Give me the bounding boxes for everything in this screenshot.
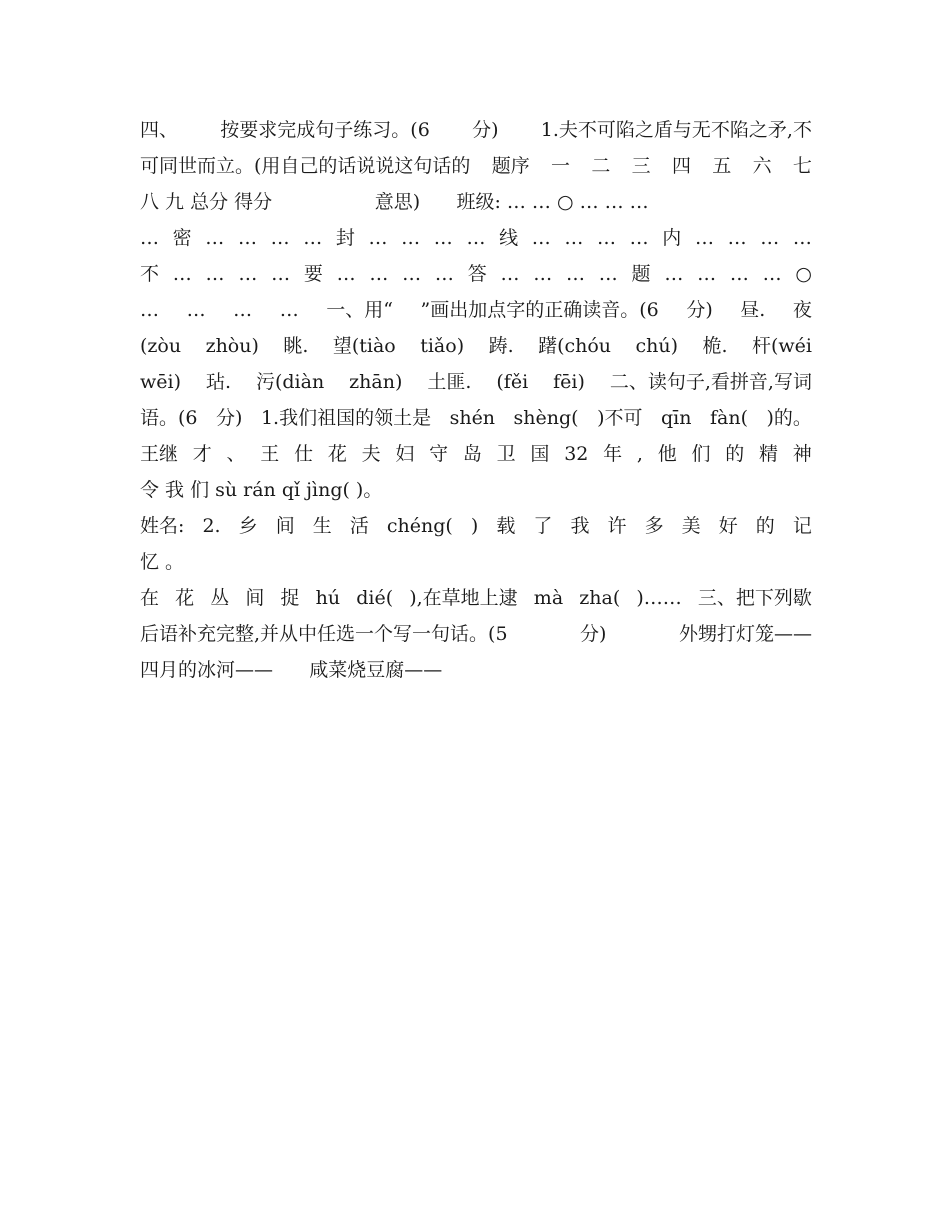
text-line (140, 436, 812, 472)
text-token: … (402, 263, 422, 285)
text-token: 载 (496, 515, 516, 537)
text-token: … (369, 263, 389, 285)
text-token: 分) (216, 407, 243, 429)
text-token: 们 (691, 443, 711, 465)
text-token: 分) (686, 299, 713, 321)
text-token: 三 (631, 155, 651, 177)
text-token: 、 (226, 443, 246, 465)
text-token: … (238, 263, 258, 285)
text-token: … (762, 263, 782, 285)
text-token: 外甥打灯笼—— (678, 623, 812, 645)
text-token: 土匪. (427, 371, 472, 393)
text-token: … (303, 227, 323, 249)
text-token: … (205, 227, 225, 249)
text-token: 望(tiào (332, 335, 396, 357)
text-token: 岛 (462, 443, 482, 465)
text-token: 32 (564, 443, 589, 465)
text-token: … (694, 227, 714, 249)
text-token: 污(diàn (255, 371, 325, 393)
text-token: … (279, 299, 299, 321)
text-token: 花 (327, 443, 347, 465)
text-token: 一 (551, 155, 571, 177)
text-token: 美 (681, 515, 701, 537)
text-token: 王 (260, 443, 280, 465)
text-token: 记 (792, 515, 812, 537)
text-token: hú (315, 587, 341, 609)
text-token: 三、把下列歇 (697, 587, 812, 609)
text-token: 四 (671, 155, 691, 177)
text-token: 仕 (294, 443, 314, 465)
text-token: 许 (607, 515, 627, 537)
text-token: … (664, 263, 684, 285)
text-token: … (237, 227, 257, 249)
text-token: chú) (635, 335, 679, 357)
text-token: … (401, 227, 421, 249)
text-token: 夜 (792, 299, 812, 321)
text-token: 后语补充完整,并从中任选一个写一句话。(5 (140, 623, 508, 645)
text-token: … (434, 263, 454, 285)
text-token: (zòu (140, 335, 182, 357)
text-token: … (564, 227, 584, 249)
text-token: … (172, 263, 192, 285)
text-token: 二 (591, 155, 611, 177)
text-token: 花 (175, 587, 195, 609)
text-token: tiǎo) (420, 335, 465, 357)
text-token: 间 (245, 587, 265, 609)
text-line: 四月的冰河—— 咸菜烧豆腐—— (140, 659, 443, 681)
text-token: 妇 (395, 443, 415, 465)
text-token: 内 (662, 227, 682, 249)
text-token: … (466, 227, 486, 249)
text-token: … (270, 227, 290, 249)
text-token: … (629, 227, 649, 249)
text-token: (fěi (496, 371, 529, 393)
text-token: 答 (467, 263, 487, 285)
text-token: 桅. (702, 335, 728, 357)
text-token: ) (470, 515, 479, 537)
text-token: … (140, 227, 159, 249)
text-token: 密 (172, 227, 192, 249)
text-token: 他 (657, 443, 677, 465)
text-token: 乡 (238, 515, 258, 537)
text-line (140, 508, 812, 544)
text-line: 忆 。 (140, 551, 185, 573)
text-line (140, 256, 812, 292)
text-token: 活 (349, 515, 369, 537)
text-token: 在 (140, 587, 160, 609)
text-token: ”画出加点字的正确读音。(6 (420, 299, 659, 321)
text-token: mà (533, 587, 564, 609)
text-token: 姓名: (140, 515, 185, 537)
text-token: zhòu) (205, 335, 259, 357)
text-token: )不可 (597, 407, 643, 429)
document-body (140, 112, 812, 688)
text-token: 守 (429, 443, 449, 465)
text-token: 捉 (280, 587, 300, 609)
text-token: zha( (579, 587, 621, 609)
text-token: 精 (758, 443, 778, 465)
text-line (140, 616, 812, 652)
text-token: 踌. (488, 335, 514, 357)
text-token: dié( (356, 587, 394, 609)
text-line (140, 400, 812, 436)
text-token: … (566, 263, 585, 285)
text-token: … (205, 263, 225, 285)
text-token: … (760, 227, 780, 249)
text-token: … (697, 263, 717, 285)
text-token: qīn (661, 407, 692, 429)
text-token: 2. (202, 515, 221, 537)
text-token: 生 (312, 515, 332, 537)
text-token: … (727, 227, 747, 249)
text-token: )的。 (766, 407, 812, 429)
text-token: 了 (533, 515, 553, 537)
text-token: … (271, 263, 291, 285)
text-token: 不 (140, 263, 160, 285)
text-token: 线 (499, 227, 519, 249)
text-token: 题 (631, 263, 651, 285)
text-line: 八 九 总分 得分 意思) 班级: … … ○ … … … (140, 191, 649, 213)
text-line (140, 112, 812, 148)
text-token: … (597, 227, 617, 249)
text-token: 昼. (740, 299, 766, 321)
text-token: )…… (636, 587, 682, 609)
text-token: 1.夫不可陷之盾与无不陷之矛,不 (540, 119, 812, 141)
text-token: wēi) (140, 371, 181, 393)
text-line (140, 292, 812, 328)
text-token: … (368, 227, 388, 249)
text-token: 可同世而立。(用自己的话说说这句话的 (140, 155, 471, 177)
text-token: 神 (792, 443, 812, 465)
text-token: chéng( (386, 515, 453, 537)
text-token: fàn( (710, 407, 749, 429)
text-token: … (598, 263, 618, 285)
text-token: 1.我们祖国的领土是 (260, 407, 432, 429)
text-token: shèng( (513, 407, 579, 429)
text-token: shén (449, 407, 496, 429)
text-token: 才 (192, 443, 212, 465)
text-line (140, 328, 812, 364)
text-token: … (531, 227, 551, 249)
text-token: 题序 (491, 155, 530, 177)
text-token: 年 (603, 443, 623, 465)
text-token: ),在草地上逮 (409, 587, 518, 609)
text-token: 一、用“ (326, 299, 393, 321)
text-token: 夫 (361, 443, 381, 465)
text-token: 二、读句子,看拼音,写词 (609, 371, 812, 393)
text-token: 五 (712, 155, 732, 177)
text-token: … (433, 227, 453, 249)
text-token: 多 (644, 515, 664, 537)
text-token: ○ (795, 263, 812, 285)
text-token: 卫 (496, 443, 516, 465)
text-token: 王继 (140, 443, 179, 465)
text-token: 国 (530, 443, 550, 465)
text-token: 我 (570, 515, 590, 537)
text-token: … (140, 299, 159, 321)
text-token: 的 (725, 443, 745, 465)
text-token: … (500, 263, 520, 285)
text-token: … (186, 299, 206, 321)
text-token: 眺. (283, 335, 309, 357)
text-token: 七 (792, 155, 812, 177)
text-token: 语。(6 (140, 407, 198, 429)
text-token: 杆(wéi (751, 335, 812, 357)
text-token: 按要求完成句子练习。(6 (220, 119, 430, 141)
text-token: 六 (752, 155, 772, 177)
text-token: 分) (580, 623, 607, 645)
text-token: … (729, 263, 749, 285)
text-token: … (533, 263, 553, 285)
text-token: 丛 (210, 587, 230, 609)
text-token: … (792, 227, 812, 249)
text-token: … (233, 299, 253, 321)
text-token: 的 (755, 515, 775, 537)
text-token: 好 (718, 515, 738, 537)
text-line (140, 364, 812, 400)
text-token: … (336, 263, 356, 285)
text-line (140, 220, 812, 256)
text-token: 分) (472, 119, 499, 141)
text-token: , (636, 443, 643, 465)
text-token: 要 (303, 263, 323, 285)
text-line (140, 148, 812, 184)
text-token: fēi) (553, 371, 585, 393)
text-line (140, 580, 812, 616)
text-token: 玷. (205, 371, 232, 393)
text-token: 封 (335, 227, 355, 249)
text-token: 间 (275, 515, 295, 537)
text-token: zhān) (349, 371, 403, 393)
text-line: 令 我 们 sù rán qǐ jìng( )。 (140, 479, 383, 501)
text-token: 躇(chóu (538, 335, 612, 357)
text-token: 四、 (140, 119, 179, 141)
